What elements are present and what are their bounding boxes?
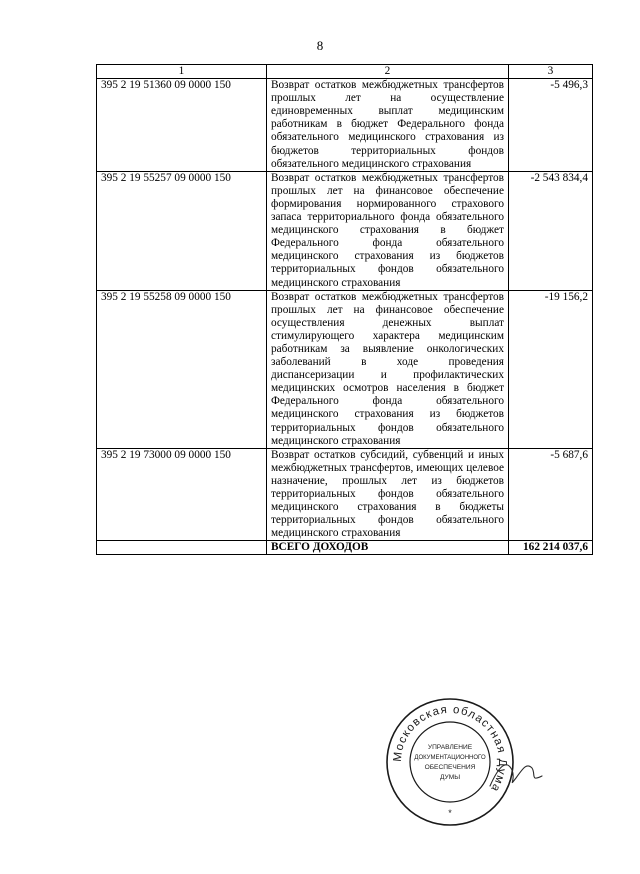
budget-code: 395 2 19 51360 09 0000 150 [97, 79, 267, 172]
total-amount: 162 214 037,6 [509, 541, 593, 555]
stamp-ring-textpath: Московская областная Дума [391, 703, 509, 795]
budget-code: 395 2 19 55258 09 0000 150 [97, 290, 267, 448]
stamp-line-1: УПРАВЛЕНИЕ [427, 744, 473, 751]
column-header-code: 1 [97, 65, 267, 79]
column-header-description: 2 [267, 65, 509, 79]
stamp-star-icon: * [448, 808, 452, 818]
page-number: 8 [316, 38, 324, 53]
total-label: ВСЕГО ДОХОДОВ [267, 541, 509, 555]
total-code [97, 541, 267, 555]
stamp-line-2: ДОКУМЕНТАЦИОННОГО [414, 755, 486, 761]
income-description: Возврат остатков межбюджетных трансфертов прошлых лет на финансовое обеспечение осуществления денежных выплат стимулирующего характера медицинским работникам за выявление онкологических заболеваний в ходе проведения диспансеризации и профилактических медицинских осмотров населения в бюджет Федерального фонда обязательного медицинского страхования из бюджетов территориальных фондов обязательного медицинского страхования [267, 290, 509, 448]
stamp-line-4: ДУМЫ [439, 774, 461, 781]
income-amount: -2 543 834,4 [509, 171, 593, 290]
signature [486, 748, 546, 798]
table-row [97, 290, 593, 448]
table-row [97, 448, 593, 541]
income-description: Возврат остатков межбюджетных трансфертов прошлых лет на осуществление единовременных выплат медицинским работникам в бюджет Федерального фонда обязательного медицинского страхования из бюджетов территориальных фондов обязательного медицинского страхования [267, 79, 509, 172]
income-amount: -5 687,6 [509, 448, 593, 541]
income-amount: -5 496,3 [509, 79, 593, 172]
income-amount: -19 156,2 [509, 290, 593, 448]
budget-code: 395 2 19 55257 09 0000 150 [97, 171, 267, 290]
stamp-inner-ring [410, 722, 490, 802]
stamp-line-3: ОБЕСПЕЧЕНИЯ [424, 764, 476, 771]
table-row [97, 171, 593, 290]
table-row [97, 79, 593, 172]
income-description: Возврат остатков субсидий, субвенций и иных межбюджетных трансфертов, имеющих целевое назначение, прошлых лет из бюджетов территориальных фондов обязательного медицинского страхования в бюджеты территориальных фондов обязательного медицинского страхования [267, 448, 509, 541]
table-header-row [97, 65, 593, 79]
total-row [97, 541, 593, 555]
budget-code: 395 2 19 73000 09 0000 150 [97, 448, 267, 541]
income-description: Возврат остатков межбюджетных трансфертов прошлых лет на финансовое обеспечение формирования нормированного страхового запаса территориального фонда обязательного медицинского страхования в бюджет Федерального фонда обязательного медицинского страхования из бюджетов территориальных фондов обязательного медицинского страхования [267, 171, 509, 290]
income-table [96, 64, 593, 555]
column-header-amount: 3 [509, 65, 593, 79]
signature-stroke [490, 765, 542, 786]
